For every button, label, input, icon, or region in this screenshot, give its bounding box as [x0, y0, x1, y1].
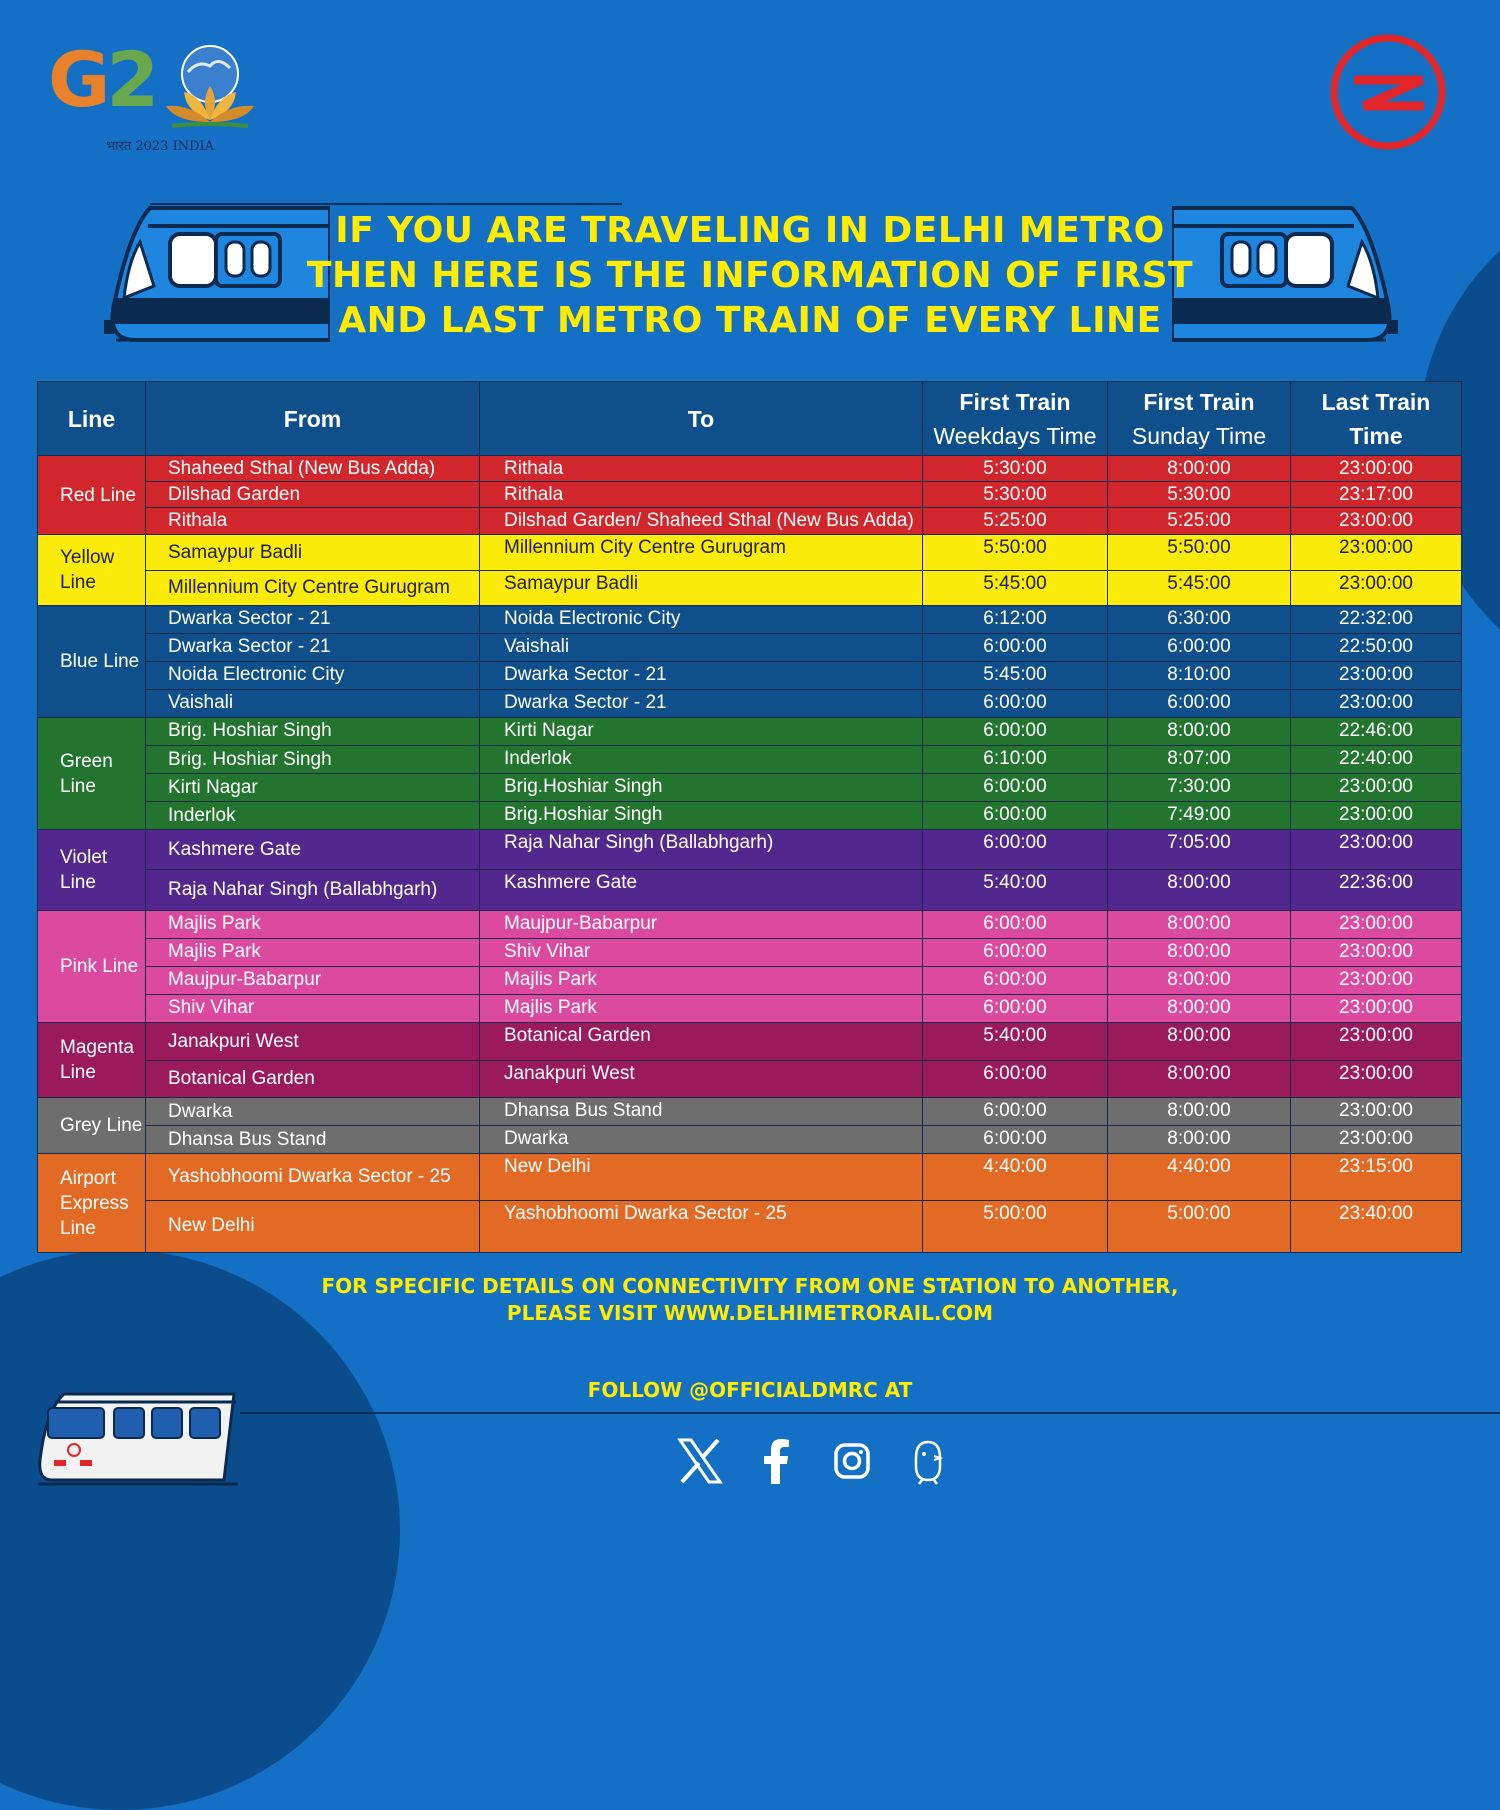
last-train-time: 23:00:00 [1291, 1126, 1462, 1154]
to-station: Noida Electronic City [480, 605, 923, 633]
to-station: Millennium City Centre Gurugram [480, 535, 923, 571]
first-sunday-time: 5:45:00 [1108, 571, 1291, 605]
last-train-time: 23:17:00 [1291, 482, 1462, 508]
first-weekday-time: 5:50:00 [923, 535, 1108, 571]
first-sunday-time: 8:00:00 [1108, 870, 1291, 910]
first-weekday-time: 6:00:00 [923, 938, 1108, 966]
table-row-blue-1 [38, 605, 1462, 633]
last-train-time: 22:36:00 [1291, 870, 1462, 910]
to-station: Kirti Nagar [480, 717, 923, 745]
from-station: Raja Nahar Singh (Ballabhgarh) [146, 870, 480, 910]
from-station: Vaishali [146, 689, 480, 717]
from-station: Majlis Park [146, 938, 480, 966]
first-weekday-time: 4:40:00 [923, 1154, 1108, 1200]
from-station: New Delhi [146, 1200, 480, 1252]
facebook-icon[interactable] [752, 1436, 800, 1486]
first-sunday-time: 6:00:00 [1108, 633, 1291, 661]
train-bottom-icon [34, 1388, 244, 1488]
first-weekday-time: 6:00:00 [923, 966, 1108, 994]
last-train-time: 23:00:00 [1291, 938, 1462, 966]
from-station: Maujpur-Babarpur [146, 966, 480, 994]
first-sunday-time: 8:00:00 [1108, 994, 1291, 1022]
table-row-pink-3 [38, 966, 1462, 994]
to-station: Dwarka [480, 1126, 923, 1154]
last-train-time: 23:00:00 [1291, 910, 1462, 938]
from-station: Dwarka Sector - 21 [146, 633, 480, 661]
first-sunday-time: 8:00:00 [1108, 1022, 1291, 1060]
from-station: Dhansa Bus Stand [146, 1126, 480, 1154]
table-row-pink-2 [38, 938, 1462, 966]
header-last: Last Train Time [1291, 382, 1462, 456]
timetable [37, 381, 1462, 1253]
to-station: Majlis Park [480, 994, 923, 1022]
from-station: Millennium City Centre Gurugram [146, 571, 480, 605]
from-station: Janakpuri West [146, 1022, 480, 1060]
first-weekday-time: 6:00:00 [923, 994, 1108, 1022]
first-sunday-time: 4:40:00 [1108, 1154, 1291, 1200]
to-station: Rithala [480, 482, 923, 508]
last-train-time: 23:00:00 [1291, 689, 1462, 717]
first-weekday-time: 5:30:00 [923, 482, 1108, 508]
footer-details [200, 1273, 1300, 1327]
lotus-globe-icon [158, 42, 278, 132]
g20-logo-subtitle: भारत 2023 INDIA [106, 139, 215, 154]
footer-website-link[interactable]: PLEASE VISIT WWW.DELHIMETRORAIL.COM [506, 1301, 994, 1325]
to-station: Samaypur Badli [480, 571, 923, 605]
table-row-yellow-2 [38, 571, 1462, 605]
table-header-row [38, 382, 1462, 456]
to-station: Brig.Hoshiar Singh [480, 802, 923, 830]
line-name-blue: Blue Line [38, 605, 146, 717]
from-station: Kashmere Gate [146, 830, 480, 870]
last-train-time: 23:15:00 [1291, 1154, 1462, 1200]
from-station: Noida Electronic City [146, 661, 480, 689]
to-station: Dhansa Bus Stand [480, 1098, 923, 1126]
first-sunday-time: 5:00:00 [1108, 1200, 1291, 1252]
first-weekday-time: 6:00:00 [923, 689, 1108, 717]
first-weekday-time: 6:00:00 [923, 1126, 1108, 1154]
last-train-time: 22:46:00 [1291, 717, 1462, 745]
dmrc-logo-icon [1328, 32, 1448, 152]
last-train-time: 23:00:00 [1291, 508, 1462, 535]
first-sunday-time: 8:00:00 [1108, 966, 1291, 994]
first-sunday-time: 6:00:00 [1108, 689, 1291, 717]
last-train-time: 23:00:00 [1291, 1061, 1462, 1098]
table-row-green-3 [38, 774, 1462, 802]
first-sunday-time: 8:00:00 [1108, 717, 1291, 745]
first-weekday-time: 6:10:00 [923, 746, 1108, 774]
last-train-time: 23:00:00 [1291, 571, 1462, 605]
table-row-grey-1 [38, 1098, 1462, 1126]
last-train-time: 23:00:00 [1291, 535, 1462, 571]
last-train-time: 23:00:00 [1291, 830, 1462, 870]
first-weekday-time: 5:45:00 [923, 661, 1108, 689]
first-sunday-time: 8:00:00 [1108, 1098, 1291, 1126]
table-row-violet-1 [38, 830, 1462, 870]
first-weekday-time: 6:12:00 [923, 605, 1108, 633]
last-train-time: 23:40:00 [1291, 1200, 1462, 1252]
first-weekday-time: 5:00:00 [923, 1200, 1108, 1252]
header-line: Line [38, 382, 146, 456]
last-train-time: 22:32:00 [1291, 605, 1462, 633]
first-sunday-time: 6:30:00 [1108, 605, 1291, 633]
table-row-green-4 [38, 802, 1462, 830]
from-station: Kirti Nagar [146, 774, 480, 802]
first-sunday-time: 8:10:00 [1108, 661, 1291, 689]
koo-icon[interactable] [904, 1436, 952, 1486]
table-row-grey-2 [38, 1126, 1462, 1154]
table-row-violet-2 [38, 870, 1462, 910]
table-row-red-2 [38, 482, 1462, 508]
table-row-red-3 [38, 508, 1462, 535]
last-train-time: 23:00:00 [1291, 1098, 1462, 1126]
first-weekday-time: 5:30:00 [923, 456, 1108, 482]
to-station: Yashobhoomi Dwarka Sector - 25 [480, 1200, 923, 1252]
instagram-icon[interactable] [828, 1436, 876, 1486]
to-station: Majlis Park [480, 966, 923, 994]
from-station: Dilshad Garden [146, 482, 480, 508]
table-row-red-1 [38, 456, 1462, 482]
to-station: Brig.Hoshiar Singh [480, 774, 923, 802]
g20-logo [48, 35, 278, 160]
train-left-icon [100, 198, 330, 353]
last-train-time: 23:00:00 [1291, 1022, 1462, 1060]
line-name-grey: Grey Line [38, 1098, 146, 1154]
social-icons [676, 1432, 952, 1490]
to-station: Raja Nahar Singh (Ballabhgarh) [480, 830, 923, 870]
first-weekday-time: 6:00:00 [923, 633, 1108, 661]
decor-rail-bottom [240, 1412, 1500, 1414]
to-station: Shiv Vihar [480, 938, 923, 966]
last-train-time: 22:50:00 [1291, 633, 1462, 661]
to-station: Maujpur-Babarpur [480, 910, 923, 938]
first-weekday-time: 5:25:00 [923, 508, 1108, 535]
to-station: Inderlok [480, 746, 923, 774]
from-station: Samaypur Badli [146, 535, 480, 571]
to-station: Janakpuri West [480, 1061, 923, 1098]
table-row-green-2 [38, 746, 1462, 774]
to-station: Dwarka Sector - 21 [480, 661, 923, 689]
from-station: Majlis Park [146, 910, 480, 938]
first-sunday-time: 8:00:00 [1108, 1126, 1291, 1154]
header-from: From [146, 382, 480, 456]
to-station: New Delhi [480, 1154, 923, 1200]
first-weekday-time: 5:45:00 [923, 571, 1108, 605]
line-name-airport: Airport Express Line [38, 1154, 146, 1253]
first-sunday-time: 5:30:00 [1108, 482, 1291, 508]
last-train-time: 23:00:00 [1291, 774, 1462, 802]
last-train-time: 23:00:00 [1291, 661, 1462, 689]
first-weekday-time: 6:00:00 [923, 717, 1108, 745]
last-train-time: 23:00:00 [1291, 994, 1462, 1022]
header-to: To [480, 382, 923, 456]
first-sunday-time: 7:49:00 [1108, 802, 1291, 830]
table-row-airport-1 [38, 1154, 1462, 1200]
line-name-yellow: Yellow Line [38, 535, 146, 605]
line-name-violet: Violet Line [38, 830, 146, 910]
title-line-1: IF YOU ARE TRAVELING IN DELHI METRO [335, 210, 1165, 251]
first-weekday-time: 6:00:00 [923, 1061, 1108, 1098]
from-station: Brig. Hoshiar Singh [146, 717, 480, 745]
g20-logo-text: G2 [48, 35, 156, 124]
first-sunday-time: 8:00:00 [1108, 1061, 1291, 1098]
to-station: Dwarka Sector - 21 [480, 689, 923, 717]
from-station: Botanical Garden [146, 1061, 480, 1098]
last-train-time: 23:00:00 [1291, 456, 1462, 482]
table-row-pink-1 [38, 910, 1462, 938]
title-line-3: AND LAST METRO TRAIN OF EVERY LINE [338, 300, 1162, 341]
line-name-green: Green Line [38, 717, 146, 829]
from-station: Dwarka [146, 1098, 480, 1126]
table-row-magenta-2 [38, 1061, 1462, 1098]
line-name-red: Red Line [38, 456, 146, 535]
from-station: Rithala [146, 508, 480, 535]
title-line-2: THEN HERE IS THE INFORMATION OF FIRST [306, 255, 1194, 296]
footer-follow: FOLLOW @OFFICIALDMRC AT [587, 1378, 913, 1402]
table-row-blue-3 [38, 661, 1462, 689]
page-title [300, 208, 1200, 343]
last-train-time: 23:00:00 [1291, 802, 1462, 830]
last-train-time: 23:00:00 [1291, 966, 1462, 994]
line-name-magenta: Magenta Line [38, 1022, 146, 1097]
first-weekday-time: 5:40:00 [923, 870, 1108, 910]
first-sunday-time: 7:30:00 [1108, 774, 1291, 802]
x-icon[interactable] [676, 1436, 724, 1486]
from-station: Shiv Vihar [146, 994, 480, 1022]
table-row-green-1 [38, 717, 1462, 745]
first-sunday-time: 5:50:00 [1108, 535, 1291, 571]
last-train-time: 22:40:00 [1291, 746, 1462, 774]
table-row-blue-2 [38, 633, 1462, 661]
to-station: Rithala [480, 456, 923, 482]
first-sunday-time: 8:00:00 [1108, 938, 1291, 966]
table-row-pink-4 [38, 994, 1462, 1022]
table-row-airport-2 [38, 1200, 1462, 1252]
first-weekday-time: 6:00:00 [923, 774, 1108, 802]
to-station: Kashmere Gate [480, 870, 923, 910]
from-station: Dwarka Sector - 21 [146, 605, 480, 633]
header-first-sunday: First Train Sunday Time [1108, 382, 1291, 456]
to-station: Dilshad Garden/ Shaheed Sthal (New Bus Adda) [480, 508, 923, 535]
first-weekday-time: 5:40:00 [923, 1022, 1108, 1060]
first-sunday-time: 8:00:00 [1108, 456, 1291, 482]
first-weekday-time: 6:00:00 [923, 910, 1108, 938]
from-station: Brig. Hoshiar Singh [146, 746, 480, 774]
first-sunday-time: 8:00:00 [1108, 910, 1291, 938]
to-station: Vaishali [480, 633, 923, 661]
header-first-weekday: First Train Weekdays Time [923, 382, 1108, 456]
train-right-icon [1172, 198, 1402, 353]
first-sunday-time: 7:05:00 [1108, 830, 1291, 870]
to-station: Botanical Garden [480, 1022, 923, 1060]
table-row-yellow-1 [38, 535, 1462, 571]
first-weekday-time: 6:00:00 [923, 802, 1108, 830]
from-station: Inderlok [146, 802, 480, 830]
line-name-pink: Pink Line [38, 910, 146, 1022]
from-station: Yashobhoomi Dwarka Sector - 25 [146, 1154, 480, 1200]
first-weekday-time: 6:00:00 [923, 1098, 1108, 1126]
first-sunday-time: 8:07:00 [1108, 746, 1291, 774]
footer-line-1: FOR SPECIFIC DETAILS ON CONNECTIVITY FROM ONE STATION TO ANOTHER, [321, 1274, 1179, 1298]
first-weekday-time: 6:00:00 [923, 830, 1108, 870]
first-sunday-time: 5:25:00 [1108, 508, 1291, 535]
table-row-magenta-1 [38, 1022, 1462, 1060]
background-circle-bottom-left [0, 1250, 400, 1810]
from-station: Shaheed Sthal (New Bus Adda) [146, 456, 480, 482]
table-row-blue-4 [38, 689, 1462, 717]
